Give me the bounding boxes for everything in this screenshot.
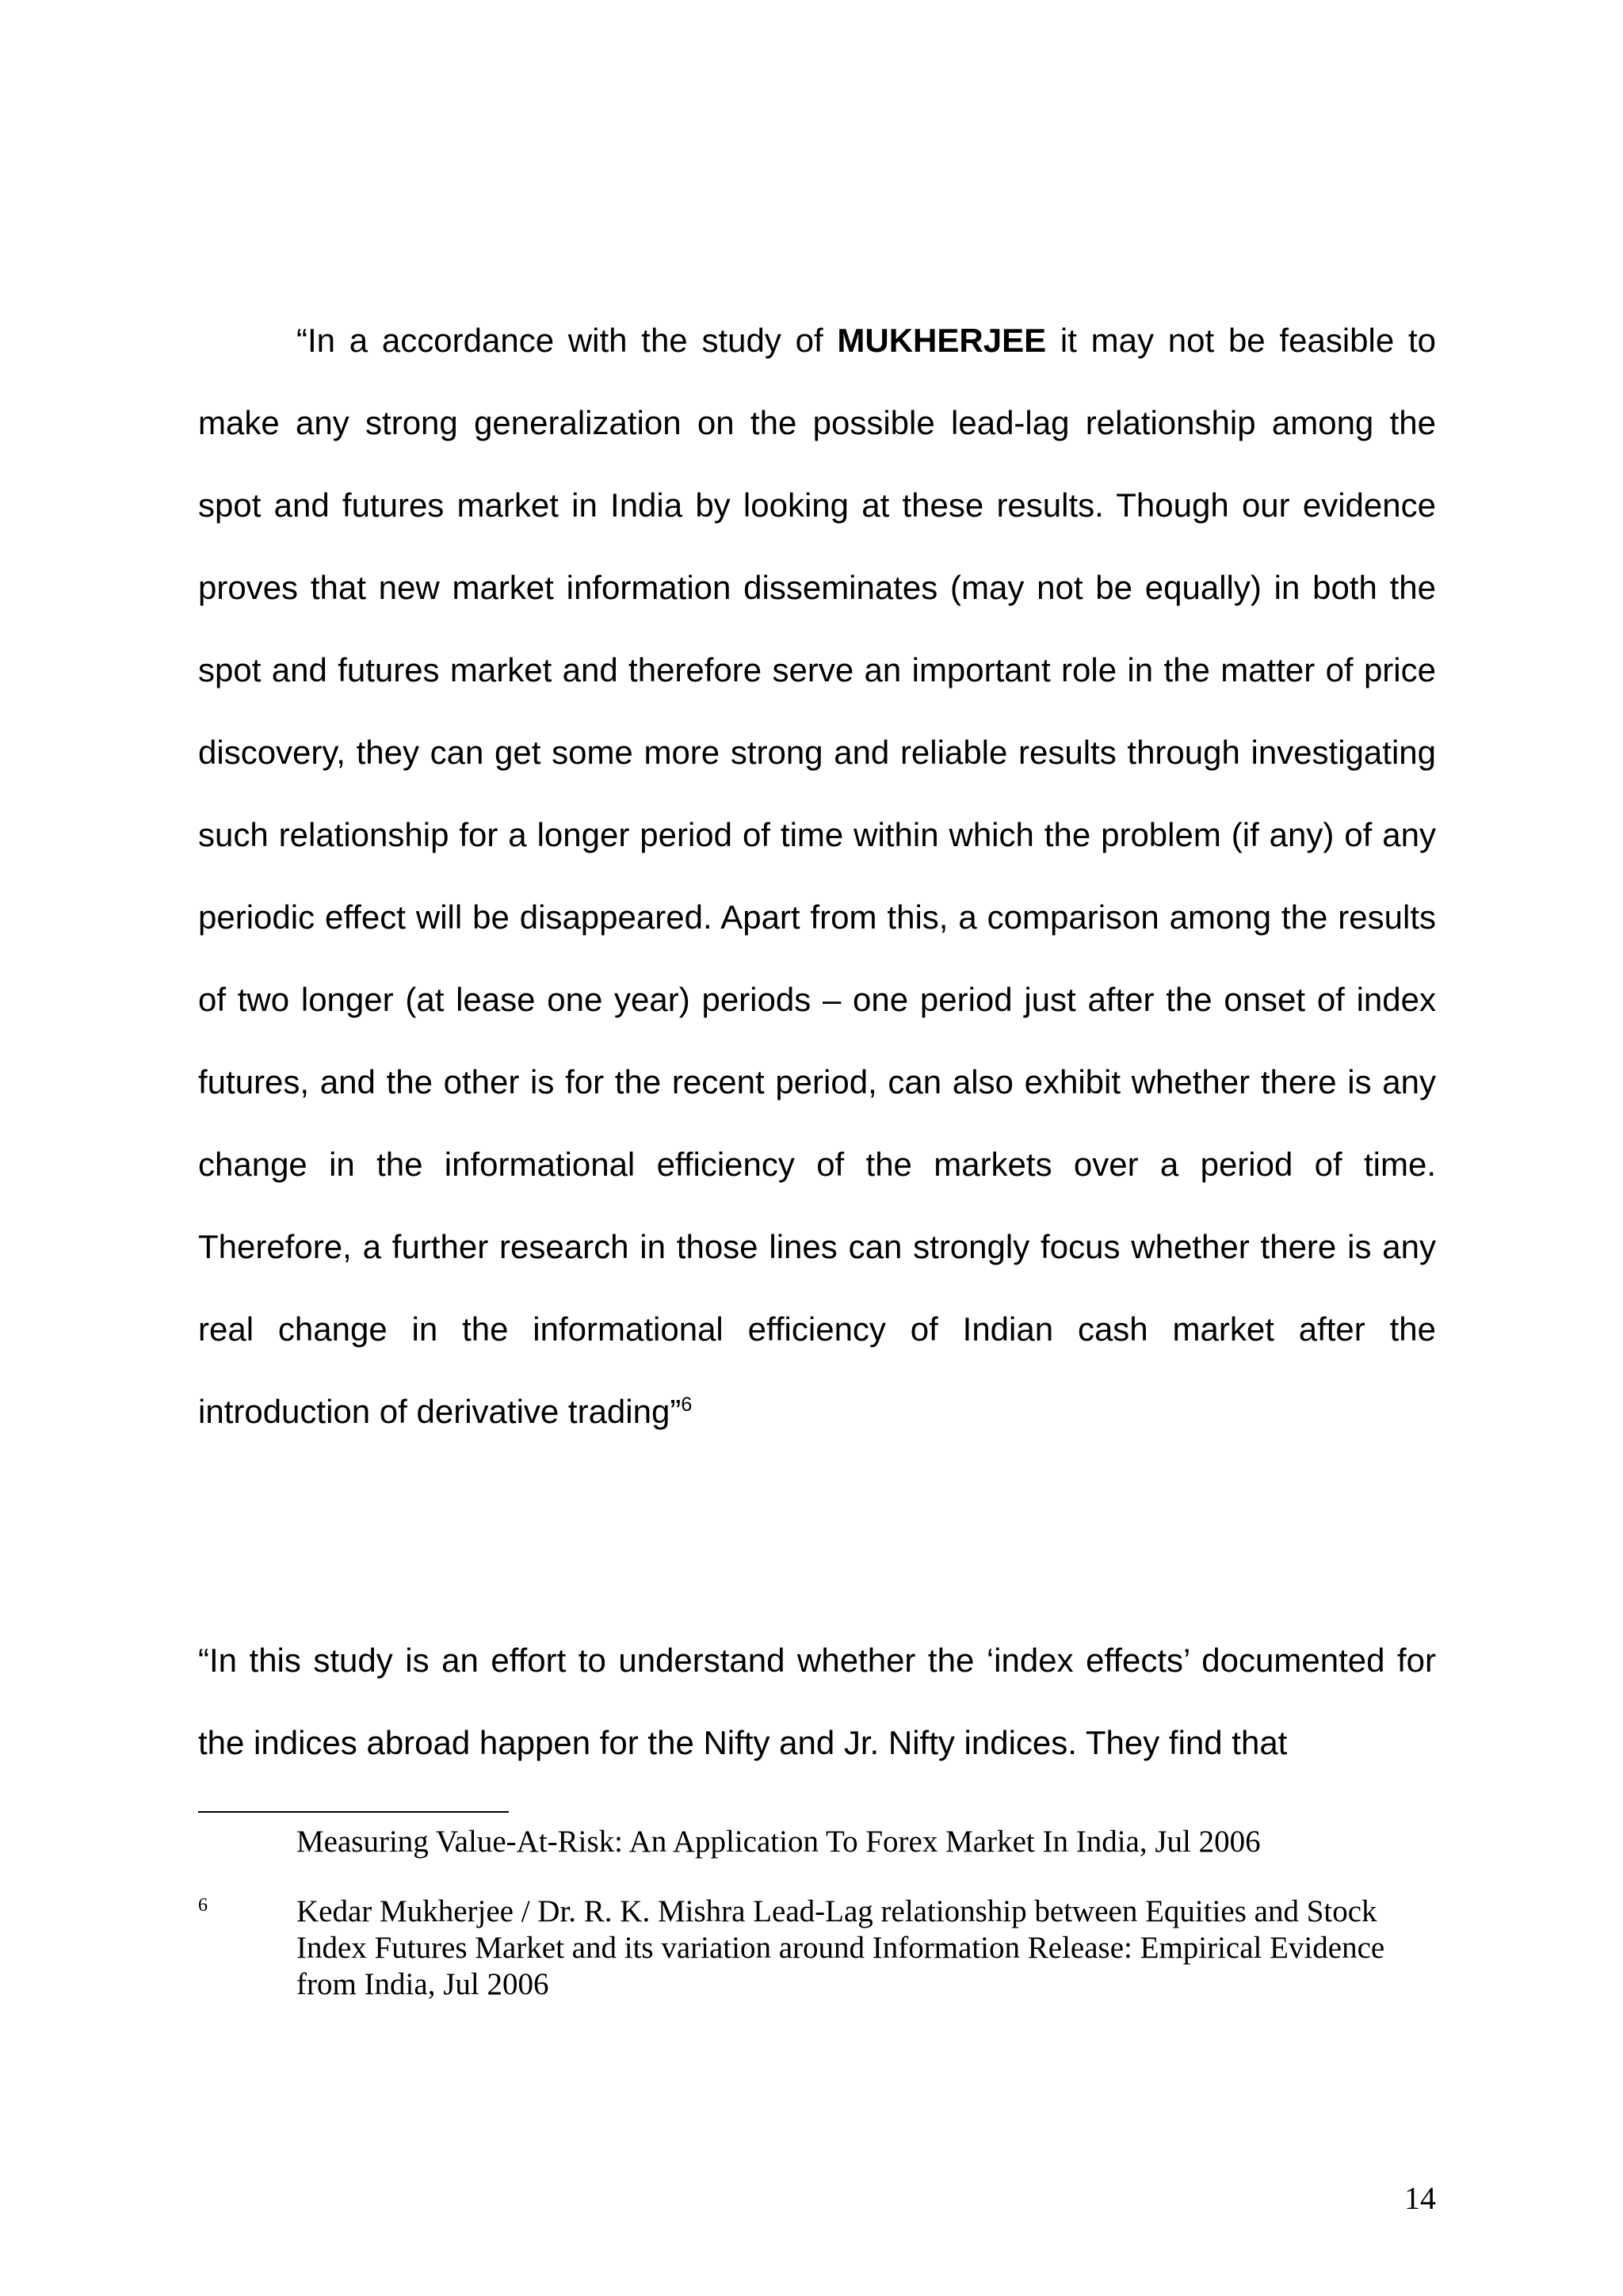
body-paragraph-2 [198, 1619, 1436, 1784]
footnote-reference-6[interactable]: 6 [681, 1394, 693, 1416]
author-name-emphasis: MUKHERJEE [837, 322, 1047, 359]
page-number: 14 [1404, 2180, 1436, 2216]
footnote-text: Kedar Mukherjee / Dr. R. K. Mishra Lead-Lag relationship between Equities and Stock Index Futures Market and its variation around Information Release: Empirical Evidence from India, Jul 2006 [296, 1894, 1385, 2001]
footnote-continued [198, 1824, 1436, 1860]
body-paragraph-1 [198, 299, 1436, 1453]
footnote-text: Measuring Value-At-Risk: An Application To Forex Market In India, Jul 2006 [296, 1825, 1261, 1859]
paragraph-2-text: “In this study is an effort to understand whether the ‘index effects’ documented for the indices abroad happen for the Nifty and Jr. Nifty indices. They find that [198, 1642, 1436, 1761]
footnote-6 [198, 1894, 1436, 2003]
paragraph-1-text: it may not be feasible to make any strong generalization on the possible lead-lag relationship among the spot and futures market in India by looking at these results. Though our evidence proves that new market information disseminates (may not be equally) in both the spot and futures market and therefore serve an important role in the matter of price discovery, they can get some more strong and reliable results through investigating such relationship for a longer period of time within which the problem (if any) of any periodic effect will be disappeared. Apart from this, a comparison among the results of two longer (at lease one year) periods – one period just after the onset of index futures, and the other is for the recent period, can also exhibit whether there is any change in the informational efficiency of the markets over a period of time. Therefore, a further research in those lines can strongly focus whether there is any real change in the informational efficiency of Indian cash market after the introduction of derivative trading” [198, 322, 1436, 1430]
footnote-marker: 6 [198, 1895, 208, 1916]
quote-lead-text: “In a accordance with the study of [296, 322, 838, 359]
footnote-separator [198, 1811, 509, 1813]
